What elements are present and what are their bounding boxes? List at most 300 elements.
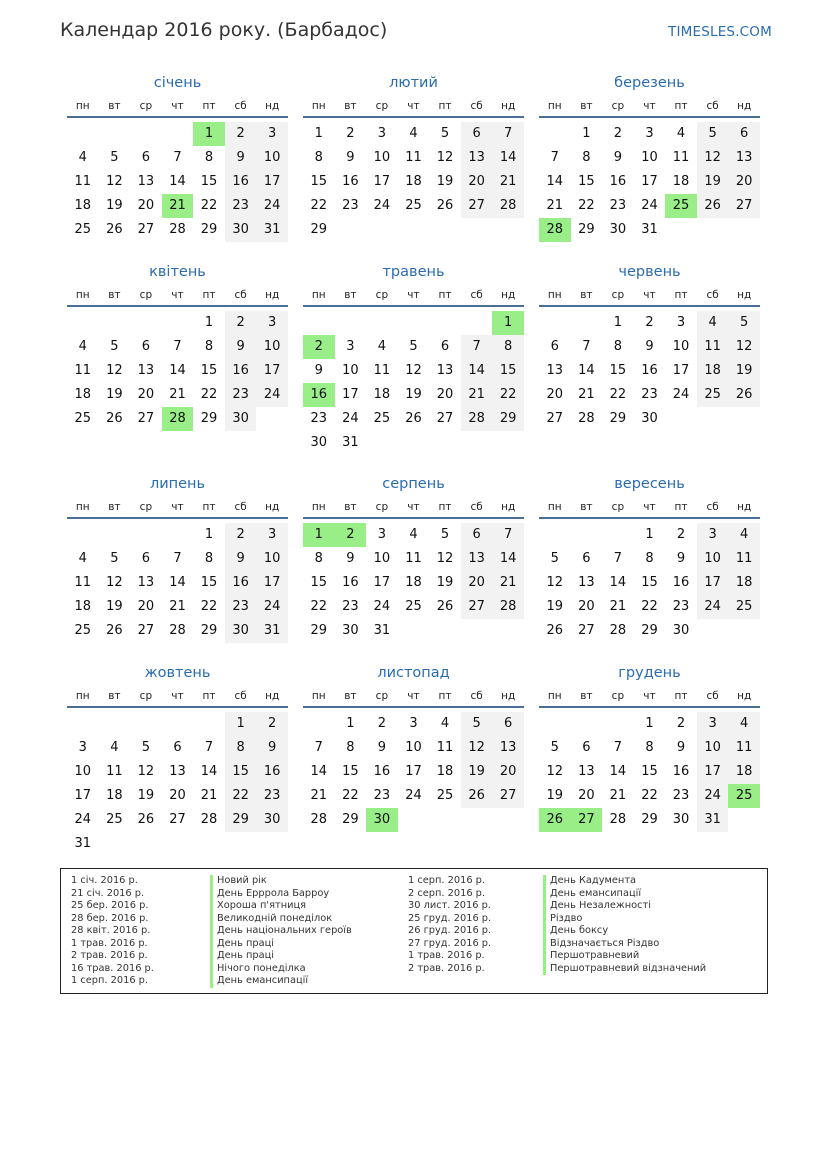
holiday-day-cell: 1 [492,311,524,335]
day-cell: 11 [436,740,454,755]
day-cell: 17 [405,764,422,779]
day-cell: 16 [609,174,627,189]
site-brand-link[interactable]: TIMESLES.COM [668,24,772,40]
day-cell: 18 [728,760,760,784]
day-cell: 17 [641,174,658,189]
day-cell: 17 [697,760,729,784]
day-cell: 22 [200,599,218,614]
weekday-label: нд [501,289,516,301]
day-cell: 2 [256,712,288,736]
weekday-label: сб [706,100,719,112]
day-cell: 19 [106,198,123,213]
day-cell: 8 [204,551,214,566]
day-cell: 3 [256,122,288,146]
day-cell: 14 [461,359,493,383]
day-cell: 19 [546,599,564,614]
day-cell: 9 [225,335,257,359]
day-cell: 10 [697,547,729,571]
day-cell: 10 [256,335,288,359]
weekday-label: нд [265,100,280,112]
day-cell: 27 [137,222,155,237]
legend-date: 1 серп. 2016 р. [71,975,148,986]
day-cell: 19 [728,359,760,383]
legend-holiday-name: День праці [210,938,274,951]
day-cell: 12 [546,764,564,779]
day-cell: 20 [137,198,155,213]
day-cell: 6 [440,339,450,354]
weekday-label: вт [580,289,593,301]
weekday-label: пн [547,690,562,702]
day-cell: 4 [440,716,450,731]
days-grid [539,519,760,663]
day-cell: 1 [346,716,355,731]
weekday-label: вт [344,100,357,112]
weekday-label: ср [611,501,625,513]
holiday-day-cell: 25 [665,194,697,218]
day-cell: 28 [609,812,627,827]
day-cell: 15 [200,363,218,378]
day-cell: 29 [310,222,328,237]
legend-date: 21 січ. 2016 р. [71,887,145,899]
day-cell: 24 [256,194,288,218]
days-grid [67,118,288,262]
day-cell: 12 [436,551,454,566]
weekday-label: нд [737,501,752,513]
days-grid [303,708,524,852]
day-cell: 18 [697,359,729,383]
day-cell: 29 [200,222,218,237]
day-cell: 9 [645,339,654,354]
day-cell: 25 [405,198,422,213]
day-cell: 16 [641,363,658,378]
weekday-label: чт [643,289,656,301]
day-cell: 21 [609,599,627,614]
day-cell: 6 [461,523,493,547]
day-cell: 20 [578,788,595,803]
day-cell: 26 [728,383,760,407]
day-cell: 27 [578,623,595,638]
legend-holiday-name: День емансипації [543,888,641,901]
day-cell: 25 [728,595,760,619]
day-cell: 20 [169,788,186,803]
weekday-label: вт [580,690,593,702]
day-cell: 14 [609,764,627,779]
day-cell: 4 [78,339,87,354]
day-cell: 3 [676,315,686,330]
weekday-label: чт [171,100,184,112]
day-cell: 20 [461,571,493,595]
day-cell: 22 [200,387,218,402]
day-cell: 22 [342,788,359,803]
weekday-label: ср [375,289,389,301]
day-cell: 6 [582,740,591,755]
day-cell: 6 [173,740,182,755]
weekday-label: нд [501,100,516,112]
day-cell: 19 [405,387,422,402]
day-cell: 25 [74,623,92,638]
day-cell: 22 [609,387,627,402]
day-cell: 22 [310,198,328,213]
weekday-label: пт [438,501,452,513]
weekday-label: нд [265,690,280,702]
day-cell: 13 [546,363,564,378]
weekday-label: ср [139,289,153,301]
day-cell: 24 [641,198,658,213]
day-cell: 28 [578,411,595,426]
weekday-label: вт [108,690,121,702]
weekday-label: пн [311,501,326,513]
day-cell: 13 [461,146,493,170]
day-cell: 31 [641,222,658,237]
day-cell: 18 [74,387,92,402]
day-cell: 10 [373,551,391,566]
day-cell: 25 [74,222,92,237]
day-cell: 20 [492,760,524,784]
day-cell: 26 [546,623,564,638]
day-cell: 2 [377,716,387,731]
weekday-header [303,686,524,708]
legend-date: 2 трав. 2016 р. [71,950,148,961]
weekday-header [67,497,288,519]
days-grid [67,708,288,852]
day-cell: 11 [106,764,123,779]
holiday-day-cell: 28 [162,407,194,431]
legend-date: 1 трав. 2016 р. [408,950,485,961]
days-grid [303,519,524,663]
legend-holiday-name: День Незалежності [543,900,651,913]
day-cell: 3 [645,126,654,141]
legend-date: 28 бер. 2016 р. [71,912,149,924]
day-cell: 6 [550,339,559,354]
day-cell: 1 [225,712,257,736]
day-cell: 9 [676,551,686,566]
days-grid [67,307,288,451]
weekday-label: нд [737,289,752,301]
day-cell: 15 [641,575,658,590]
day-cell: 2 [645,315,654,330]
day-cell: 24 [342,411,359,426]
day-cell: 9 [314,363,323,378]
day-cell: 9 [256,736,288,760]
weekday-label: сб [234,289,247,301]
day-cell: 3 [78,740,87,755]
holiday-day-cell: 30 [366,808,398,832]
day-cell: 5 [697,122,729,146]
legend-date: 16 трав. 2016 р. [71,962,154,974]
holiday-day-cell: 26 [539,808,571,832]
day-cell: 4 [78,551,87,566]
day-cell: 21 [310,788,328,803]
day-cell: 29 [641,623,658,638]
day-cell: 7 [492,523,524,547]
day-cell: 5 [110,551,119,566]
day-cell: 30 [641,411,658,426]
holiday-day-cell: 28 [539,218,571,242]
legend-holiday-name: Хороша п'ятниця [210,900,306,913]
day-cell: 27 [728,194,760,218]
days-grid [539,118,760,262]
day-cell: 27 [546,411,564,426]
day-cell: 13 [461,547,493,571]
day-cell: 29 [225,808,257,832]
day-cell: 23 [225,194,257,218]
day-cell: 25 [106,812,123,827]
legend-holiday-name: Відзначається Різдво [543,938,659,951]
day-cell: 5 [440,126,450,141]
legend-holiday-name: День боксу [543,925,608,938]
day-cell: 10 [342,363,359,378]
day-cell: 19 [546,788,564,803]
day-cell: 3 [377,126,387,141]
weekday-label: пн [311,690,326,702]
day-cell: 10 [256,547,288,571]
day-cell: 21 [546,198,564,213]
day-cell: 1 [204,315,214,330]
day-cell: 6 [582,551,591,566]
weekday-label: сб [706,690,719,702]
day-cell: 31 [256,619,288,643]
day-cell: 30 [225,619,257,643]
day-cell: 4 [78,150,87,165]
day-cell: 12 [106,174,123,189]
day-cell: 8 [314,551,323,566]
legend-date: 2 трав. 2016 р. [408,962,485,974]
holiday-day-cell: 21 [162,194,194,218]
weekday-label: ср [139,100,153,112]
weekday-label: нд [737,690,752,702]
day-cell: 21 [461,383,493,407]
day-cell: 4 [676,126,686,141]
holiday-day-cell: 1 [193,122,225,146]
day-cell: 14 [169,174,186,189]
day-cell: 22 [578,198,595,213]
month-block [303,259,524,451]
day-cell: 29 [492,407,524,431]
day-cell: 23 [225,383,257,407]
day-cell: 11 [405,551,422,566]
weekday-label: нд [265,501,280,513]
weekday-label: нд [501,690,516,702]
day-cell: 5 [141,740,151,755]
weekday-label: пт [674,100,688,112]
holiday-day-cell: 2 [303,335,335,359]
day-cell: 8 [613,339,623,354]
day-cell: 4 [409,126,418,141]
weekday-label: пт [202,501,216,513]
day-cell: 5 [110,339,119,354]
legend-date: 25 бер. 2016 р. [71,900,149,911]
day-cell: 14 [546,174,564,189]
day-cell: 21 [200,788,218,803]
month-name: травень [382,264,445,280]
legend-date: 27 груд. 2016 р. [408,937,492,949]
weekday-label: сб [234,100,247,112]
day-cell: 8 [314,150,323,165]
day-cell: 10 [405,740,422,755]
day-cell: 5 [110,150,119,165]
legend-date: 1 серп. 2016 р. [408,875,485,886]
day-cell: 18 [672,174,690,189]
weekday-label: пт [202,690,216,702]
day-cell: 9 [225,547,257,571]
day-cell: 31 [256,218,288,242]
day-cell: 5 [409,339,418,354]
legend-date: 30 лист. 2016 р. [408,900,491,911]
weekday-label: пн [75,501,90,513]
day-cell: 22 [310,599,328,614]
day-cell: 8 [204,150,214,165]
day-cell: 25 [74,411,92,426]
weekday-label: вт [580,501,593,513]
day-cell: 29 [200,411,218,426]
day-cell: 6 [728,122,760,146]
weekday-label: нд [501,501,516,513]
month-name: серпень [382,476,445,492]
weekday-label: пт [202,289,216,301]
day-cell: 11 [672,150,690,165]
day-cell: 11 [74,363,92,378]
weekday-label: чт [643,100,656,112]
day-cell: 31 [373,623,391,638]
weekday-label: сб [470,100,483,112]
day-cell: 16 [672,575,690,590]
holiday-day-cell: 27 [571,808,603,832]
weekday-label: ср [375,501,389,513]
day-cell: 2 [676,527,686,542]
day-cell: 16 [225,170,257,194]
day-cell: 24 [405,788,422,803]
day-cell: 3 [409,716,418,731]
day-cell: 4 [728,523,760,547]
day-cell: 14 [169,575,186,590]
weekday-header [303,497,524,519]
legend-holiday-name: Новий рік [210,875,267,888]
day-cell: 17 [256,571,288,595]
day-cell: 29 [641,812,658,827]
weekday-label: чт [407,501,420,513]
day-cell: 8 [645,740,654,755]
day-cell: 11 [405,150,422,165]
month-block [67,259,288,451]
weekday-label: нд [265,289,280,301]
weekday-label: пн [547,100,562,112]
day-cell: 7 [550,150,559,165]
day-cell: 23 [342,198,359,213]
day-cell: 21 [492,170,524,194]
day-cell: 28 [169,222,186,237]
day-cell: 17 [373,174,391,189]
days-grid [539,307,760,451]
day-cell: 22 [225,784,257,808]
legend-holiday-name: День Ерррола Барроу [210,888,329,901]
weekday-label: вт [344,501,357,513]
day-cell: 14 [609,575,627,590]
day-cell: 17 [74,788,92,803]
day-cell: 4 [697,311,729,335]
month-name: лютий [389,75,438,91]
day-cell: 19 [697,170,729,194]
weekday-label: пт [674,690,688,702]
day-cell: 15 [578,174,595,189]
weekday-label: пт [674,289,688,301]
day-cell: 9 [613,150,623,165]
weekday-label: пт [438,100,452,112]
day-cell: 17 [342,387,359,402]
day-cell: 18 [728,571,760,595]
weekday-header [67,285,288,307]
weekday-label: пн [311,289,326,301]
day-cell: 6 [492,712,524,736]
legend-holiday-name: День емансипації [210,975,308,988]
day-cell: 24 [256,383,288,407]
page-title: Календар 2016 року. (Барбадос) [60,19,388,41]
day-cell: 6 [141,339,151,354]
weekday-label: пн [547,289,562,301]
day-cell: 10 [373,150,391,165]
weekday-label: чт [171,289,184,301]
day-cell: 30 [609,222,627,237]
day-cell: 20 [578,599,595,614]
day-cell: 18 [405,575,422,590]
day-cell: 27 [169,812,186,827]
days-grid [539,708,760,852]
day-cell: 17 [672,363,690,378]
day-cell: 29 [578,222,595,237]
day-cell: 14 [200,764,218,779]
day-cell: 2 [225,523,257,547]
weekday-header [539,686,760,708]
day-cell: 30 [225,218,257,242]
day-cell: 13 [137,363,155,378]
month-block [67,471,288,663]
weekday-label: ср [375,100,389,112]
day-cell: 14 [492,146,524,170]
day-cell: 13 [137,174,155,189]
weekday-label: ср [139,501,153,513]
day-cell: 6 [141,150,151,165]
day-cell: 30 [310,435,328,450]
day-cell: 16 [256,760,288,784]
day-cell: 24 [697,784,729,808]
weekday-label: чт [643,501,656,513]
day-cell: 6 [461,122,493,146]
day-cell: 12 [405,363,422,378]
day-cell: 24 [672,387,690,402]
day-cell: 30 [225,407,257,431]
day-cell: 10 [697,736,729,760]
day-cell: 8 [346,740,355,755]
day-cell: 30 [672,623,690,638]
day-cell: 4 [409,527,418,542]
day-cell: 26 [436,599,454,614]
day-cell: 18 [373,387,391,402]
day-cell: 2 [225,122,257,146]
month-block [303,471,524,663]
day-cell: 1 [645,527,654,542]
day-cell: 15 [200,174,218,189]
legend-holiday-name: Першотравневий відзначений [543,963,706,976]
day-cell: 28 [200,812,218,827]
day-cell: 24 [697,595,729,619]
day-cell: 25 [373,411,391,426]
day-cell: 9 [377,740,387,755]
day-cell: 5 [550,551,559,566]
day-cell: 20 [546,387,564,402]
day-cell: 21 [169,599,186,614]
weekday-header [67,96,288,118]
day-cell: 21 [609,788,627,803]
day-cell: 25 [436,788,454,803]
